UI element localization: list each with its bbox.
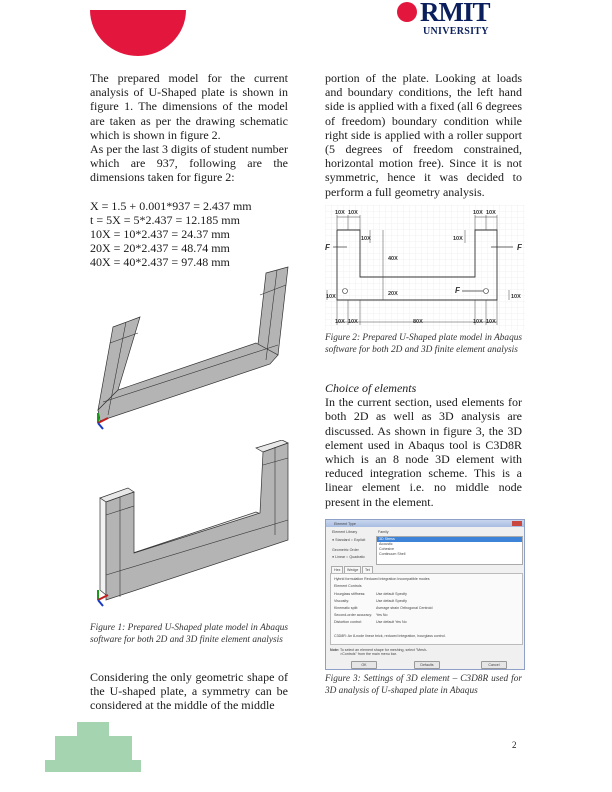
- svg-text:F: F: [455, 286, 460, 295]
- header-red-shape: [90, 10, 186, 56]
- element-type-dialog: [325, 519, 525, 670]
- controls-label: Element Controls: [334, 584, 362, 588]
- tab-hex[interactable]: Hex: [331, 566, 343, 574]
- family-item[interactable]: Continuum Shell: [379, 552, 406, 556]
- hex-options-panel: [330, 573, 523, 645]
- section-heading: Choice of elements: [325, 381, 417, 395]
- rmit-logo: [395, 0, 500, 40]
- figure1-3d-model: [88, 440, 293, 615]
- svg-text:20X: 20X: [388, 291, 398, 297]
- svg-text:40X: 40X: [388, 256, 398, 262]
- svg-text:F: F: [517, 243, 522, 252]
- control-label: Kinematic split:: [334, 606, 359, 610]
- left-bottom-block: [90, 670, 288, 713]
- family-item[interactable]: 3D Stress: [377, 537, 522, 542]
- defaults-button[interactable]: Defaults: [414, 661, 440, 669]
- svg-text:10X: 10X: [473, 319, 483, 325]
- family-item[interactable]: Cohesive: [379, 547, 394, 551]
- library-standard-radio[interactable]: ● Standard ○ Explicit: [332, 538, 366, 542]
- control-label: Distortion control:: [334, 620, 362, 624]
- figure1-2d-model: [88, 265, 293, 440]
- svg-text:80X: 80X: [413, 319, 423, 325]
- dialog-titlebar: [326, 520, 524, 527]
- dialog-title: Element Type: [334, 521, 356, 526]
- elements-section: [325, 381, 522, 509]
- formulation-checkboxes[interactable]: Hybrid formulation Reduced integration Incompatible modes: [334, 577, 430, 581]
- control-radio[interactable]: Use default Specify: [376, 599, 407, 603]
- svg-text:10X: 10X: [486, 210, 496, 216]
- svg-text:10X: 10X: [511, 294, 521, 300]
- figure3-caption-block: [325, 674, 522, 697]
- control-radio[interactable]: Use default Specify: [376, 592, 407, 596]
- intro-paragraph: The prepared model for the current analysis of U-Shaped plate is shown in figure 1. The dimensions of the model are taken as per the drawing schematic which is shown in figure 2.: [90, 71, 288, 142]
- svg-text:10X: 10X: [473, 210, 483, 216]
- control-radio[interactable]: Use default Yes No: [376, 620, 407, 624]
- svg-text:10X: 10X: [361, 236, 371, 242]
- control-radio[interactable]: Average strain Orthogonal Centroid: [376, 606, 433, 610]
- tab-tet[interactable]: Tet: [362, 566, 373, 574]
- svg-text:10X: 10X: [335, 210, 345, 216]
- footer-green-shape: [55, 736, 132, 760]
- cancel-button[interactable]: Cancel: [481, 661, 507, 669]
- figure1-caption-block: [90, 623, 288, 646]
- close-icon[interactable]: [512, 521, 522, 526]
- svg-text:10X: 10X: [326, 294, 336, 300]
- elements-paragraph: In the current section, used elements for both 2D as well as 3D analysis are discussed. As shown in figure 3, the 3D element used in Abaqus tool is C3D8R which is an 8 node 3D element with reduced integration scheme. This is a linear element i.e. no middle node present in the element.: [325, 395, 522, 509]
- control-label: Viscosity:: [334, 599, 350, 603]
- figure2-drawing: [325, 205, 525, 330]
- svg-text:10X: 10X: [348, 210, 358, 216]
- equation-40x: 40X = 40*2.437 = 97.48 mm: [90, 255, 230, 270]
- equation-t: t = 5X = 5*2.437 = 12.185 mm: [90, 212, 240, 227]
- note-label: Note:: [330, 648, 340, 652]
- logo-title: RMIT: [420, 0, 490, 27]
- equation-20x: 20X = 20*2.437 = 48.74 mm: [90, 241, 230, 256]
- figure2-caption-block: [325, 333, 522, 356]
- figure2-caption: Figure 2: Prepared U-Shaped plate model in Abaqus software for both 2D and 3D finite element analysis: [325, 333, 522, 355]
- order-label: Geometric Order: [332, 548, 359, 552]
- svg-text:10X: 10X: [486, 319, 496, 325]
- svg-text:F: F: [325, 243, 330, 252]
- note-text: To select an element shape for meshing, select "Mesh->Controls" from the main menu bar.: [340, 648, 428, 656]
- element-description: C3D8R: An 8-node linear brick, reduced integration, hourglass control.: [334, 634, 446, 638]
- control-label: Hourglass stiffness:: [334, 592, 366, 596]
- control-radio[interactable]: Yes No: [376, 613, 388, 617]
- svg-text:10X: 10X: [335, 319, 345, 325]
- tab-wedge[interactable]: Wedge: [344, 566, 361, 574]
- boundary-paragraph: portion of the plate. Looking at loads and boundary conditions, the left hand side is applied with a fixed (all 6 degrees of freedom) boundary condition while right side is applied with a roller support (5 degrees of freedom constrained, horizontal motion free). Since it is not symmetric, hence it was decided to perform a full geometry analysis.: [325, 71, 522, 199]
- equation-10x: 10X = 10*2.437 = 24.37 mm: [90, 227, 230, 242]
- family-item[interactable]: Acoustic: [379, 542, 393, 546]
- library-label: Element Library: [332, 530, 358, 534]
- footer-green-shape: [45, 760, 141, 772]
- page-number: 2: [512, 740, 517, 750]
- figure3-caption: Figure 3: Settings of 3D element – C3D8R used for 3D analysis of U-shaped plate in Abaqus: [325, 674, 522, 696]
- symmetry-paragraph: Considering the only geometric shape of the U-shaped plate, a symmetry can be considered at the middle of the middle: [90, 670, 288, 713]
- family-listbox[interactable]: [376, 536, 523, 565]
- equation-x: X = 1.5 + 0.001*937 = 2.437 mm: [90, 198, 252, 213]
- control-label: Second-order accuracy:: [334, 613, 373, 617]
- logo-pixel-icon: [397, 2, 417, 22]
- family-label: Family: [378, 530, 389, 534]
- figure1-caption: Figure 1: Prepared U-Shaped plate model in Abaqus software for both 2D and 3D finite element analysis: [90, 623, 288, 645]
- svg-text:10X: 10X: [453, 236, 463, 242]
- left-column: [90, 71, 288, 270]
- right-column-top: [325, 71, 522, 199]
- order-linear-radio[interactable]: ● Linear ○ Quadratic: [332, 555, 365, 559]
- student-number-paragraph: As per the last 3 digits of student number which are 937, following are the dimensions taken for figure 2:: [90, 142, 288, 185]
- logo-subtitle: UNIVERSITY: [423, 26, 489, 37]
- footer-green-shape: [77, 722, 109, 736]
- ok-button[interactable]: OK: [351, 661, 377, 669]
- svg-text:10X: 10X: [348, 319, 358, 325]
